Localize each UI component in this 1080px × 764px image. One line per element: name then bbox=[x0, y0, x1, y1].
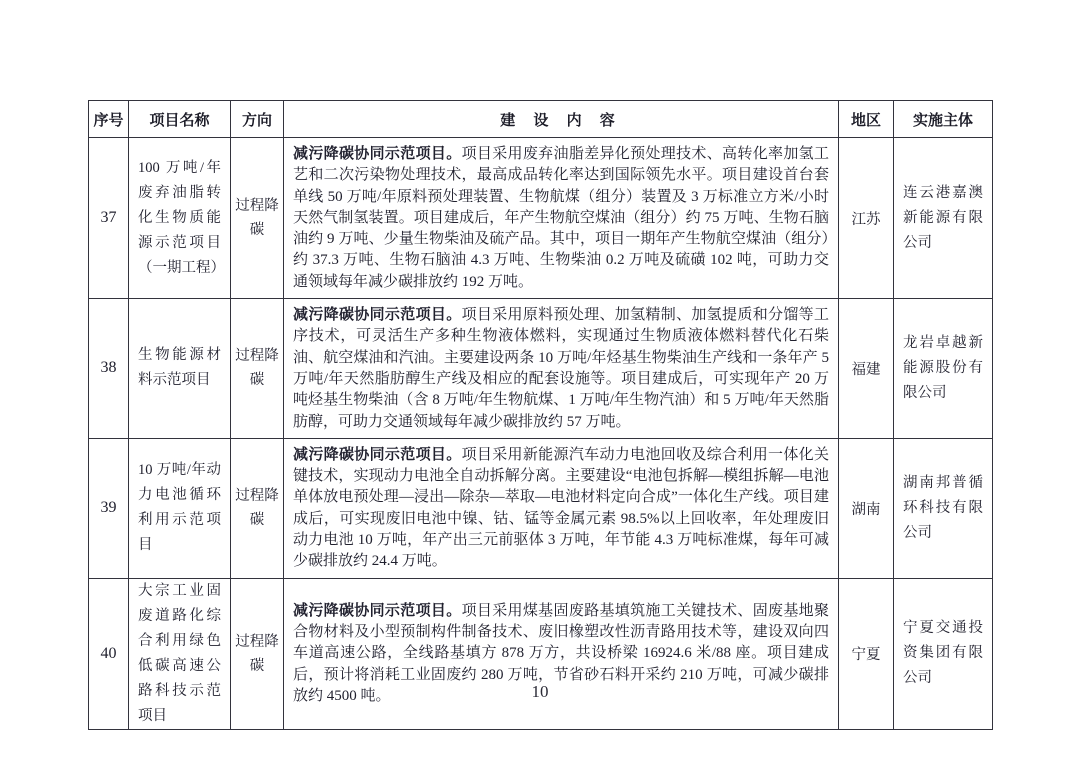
row-37-region: 江苏 bbox=[839, 138, 894, 299]
row-40-content bbox=[284, 578, 839, 729]
row-38-region: 福建 bbox=[839, 299, 894, 439]
row-40-region: 宁夏 bbox=[839, 578, 894, 729]
row-39-direction: 过程降碳 bbox=[231, 438, 284, 578]
row-40-content-lead: 减污降碳协同示范项目。 bbox=[293, 601, 462, 619]
row-38-content bbox=[284, 299, 839, 439]
table-row bbox=[89, 138, 993, 299]
row-39-content-body: 项目采用新能源汽车动力电池回收及综合利用一体化关键技术，实现动力电池全自动拆解分离。主要建设“电池包拆解—模组拆解—电池单体放电预处理—浸出—除杂—萃取—电池材料定向合成”一体化生产线。项目建成后，可实现废旧电池中镍、钴、锰等金属元素 98.5%以上回收率，年处理废旧动力电池 10 万吨，年产出三元前驱体 3 万吨，年节能 4.3 万吨标准煤，每年可减少碳排放约 24.4 万吨。 bbox=[293, 446, 829, 570]
row-38-no: 38 bbox=[89, 299, 129, 439]
row-40-entity: 宁夏交通投资集团有限公司 bbox=[894, 578, 993, 729]
row-38-direction: 过程降碳 bbox=[231, 299, 284, 439]
row-37-project-name: 100 万吨/年废弃油脂转化生物质能源示范项目（一期工程） bbox=[129, 138, 231, 299]
row-38-entity: 龙岩卓越新能源股份有限公司 bbox=[894, 299, 993, 439]
table-row bbox=[89, 438, 993, 578]
header-direction: 方向 bbox=[231, 101, 284, 138]
row-37-content bbox=[284, 138, 839, 299]
row-40-direction: 过程降碳 bbox=[231, 578, 284, 729]
row-37-entity: 连云港嘉澳新能源有限公司 bbox=[894, 138, 993, 299]
row-37-no: 37 bbox=[89, 138, 129, 299]
row-38-content-body: 项目采用原料预处理、加氢精制、加氢提质和分馏等工序技术，可灵活生产多种生物液体燃料，实现通过生物质液体燃料替代化石柴油、航空煤油和汽油。主要建设两条 10 万吨/年烃基生物柴油生产线和一条年产 5 万吨/年天然脂肪醇生产线及相应的配套设施等。项目建成后，可实现年产 20 万吨烃基生物柴油（含 8 万吨/年生物航煤、1 万吨/年生物汽油）和 5 万吨/年天然脂肪醇，可助力交通领域每年减少碳排放约 57 万吨。 bbox=[293, 307, 829, 430]
row-39-entity: 湖南邦普循环科技有限公司 bbox=[894, 438, 993, 578]
row-40-content-body: 项目采用煤基固废路基填筑施工关键技术、固废基地聚合物材料及小型预制构件制备技术、废旧橡塑改性沥青路用技术等，建设双向四车道高速公路，全线路基填方 878 万方，共设桥梁 16924.6 米/88 座。项目建成后，预计将消耗工业固废约 280 万吨，节省砂石料开采约 210 万吨，可减少碳排放约 4500 吨。 bbox=[293, 602, 829, 705]
header-region: 地区 bbox=[839, 101, 894, 138]
table-row bbox=[89, 299, 993, 439]
table-header-row bbox=[89, 101, 993, 138]
row-37-content-body: 项目采用废弃油脂差异化预处理技术、高转化率加氢工艺和二次污染物处理技术，最高成品转化率达到国际领先水平。项目建设首台套单线 50 万吨/年原料预处理装置、生物航煤（组分）装置及 3 万标准立方米/小时天然气制氢装置。项目建成后，年产生物航空煤油（组分）约 75 万吨、生物石脑油约 9 万吨、少量生物柴油及硫产品。其中，项目一期年产生物航空煤油（组分）约 37.3 万吨、生物石脑油 4.3 万吨、生物柴油 0.2 万吨及硫磺 102 吨，可助力交通领域每年减少碳排放约 192 万吨。 bbox=[293, 146, 829, 290]
row-37-direction: 过程降碳 bbox=[231, 138, 284, 299]
row-40-no: 40 bbox=[89, 578, 129, 729]
header-no: 序号 bbox=[89, 101, 129, 138]
header-content: 建 设 内 容 bbox=[284, 101, 839, 138]
row-40-project-name: 大宗工业固废道路化综合利用绿色低碳高速公路科技示范项目 bbox=[129, 578, 231, 729]
row-39-no: 39 bbox=[89, 438, 129, 578]
header-name: 项目名称 bbox=[129, 101, 231, 138]
row-38-content-lead: 减污降碳协同示范项目。 bbox=[293, 306, 462, 324]
header-entity: 实施主体 bbox=[894, 101, 993, 138]
page-number: 10 bbox=[531, 682, 549, 701]
row-38-project-name: 生物能源材料示范项目 bbox=[129, 299, 231, 439]
row-39-content-lead: 减污降碳协同示范项目。 bbox=[293, 445, 462, 463]
row-39-region: 湖南 bbox=[839, 438, 894, 578]
row-37-content-lead: 减污降碳协同示范项目。 bbox=[293, 145, 462, 162]
projects-table bbox=[88, 100, 993, 730]
row-39-content bbox=[284, 438, 839, 578]
row-39-project-name: 10 万吨/年动力电池循环利用示范项目 bbox=[129, 438, 231, 578]
table-row bbox=[89, 578, 993, 729]
